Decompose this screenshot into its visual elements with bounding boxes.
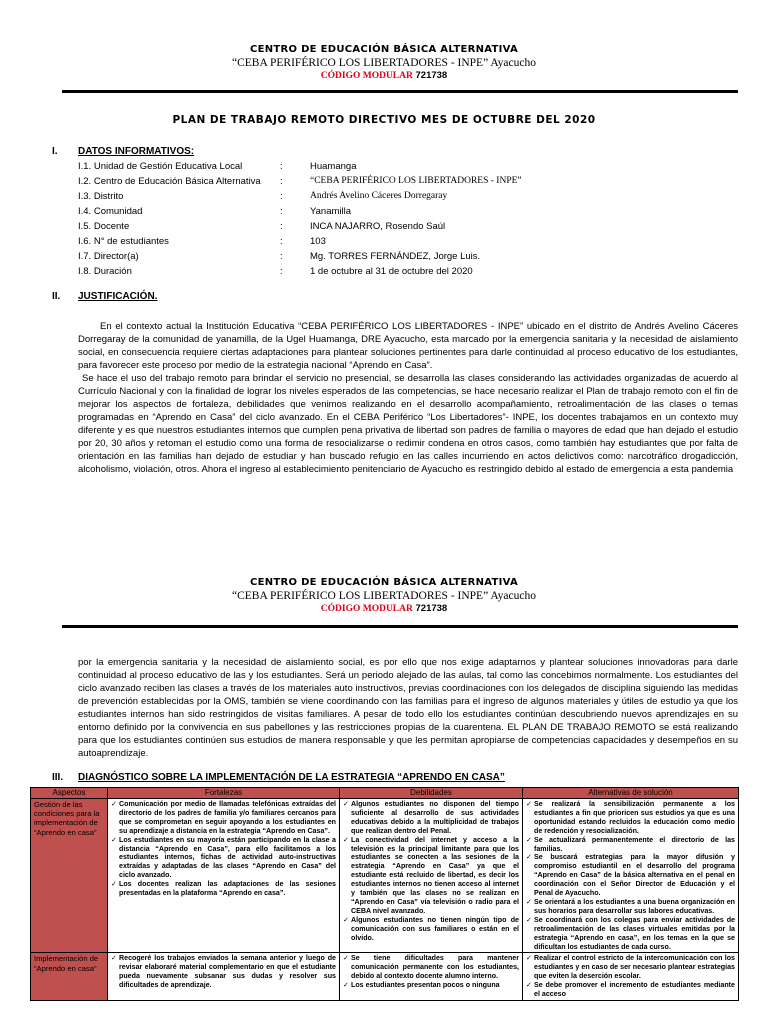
info-colon: : (280, 191, 283, 202)
info-row (78, 161, 738, 176)
info-label: I.6. N° de estudiantes (78, 236, 169, 247)
section-2-number: II. (52, 291, 61, 302)
header-subtitle: “CEBA PERIFÉRICO LOS LIBERTADORES - INPE” Ayacucho (232, 590, 536, 602)
list-item: ✓ Se tiene dificultades para mantener comunicación permanente con los estudiantes, debido al contexto docente alumno interno. (343, 954, 519, 981)
list-item: ✓ Se debe promover el incremento de estudiantes mediante el acceso (526, 981, 735, 999)
aspect-cell: Gestión de las condiciones para la implementación de “Aprendo en casa” (31, 799, 108, 953)
info-label: I.8. Duración (78, 266, 132, 277)
fortalezas-cell (108, 953, 340, 1001)
info-row (78, 176, 738, 191)
list-item: ✓ Los docentes realizan las adaptaciones de las sesiones presentadas en la plataforma “Aprendo en casa”. (111, 880, 336, 898)
info-row (78, 206, 738, 221)
header-code (0, 603, 768, 614)
info-colon: : (280, 251, 283, 262)
section-3-title: DIAGNÓSTICO SOBRE LA IMPLEMENTACIÓN DE LA ESTRATEGIA “APRENDO EN CASA” (78, 772, 505, 783)
section-3-number: III. (52, 772, 64, 783)
info-label: I.2. Centro de Educación Básica Alternativa (78, 176, 261, 187)
list-item: ✓ Algunos estudiantes no tienen ningún tipo de comunicación con sus familiares o están en el olvido. (343, 916, 519, 943)
info-row (78, 191, 738, 206)
info-label: I.4. Comunidad (78, 206, 143, 217)
info-colon: : (280, 266, 283, 277)
alternativas-cell (523, 953, 739, 1001)
list-item: ✓ La conectividad del internet y acceso a la televisión es la principal limitante para que los estudiantes se conecten a las sesiones de la estrategia “Aprendo en Casa” ya que el estudiante está recluido de libertad, es decir los estudiantes internos no tienen acceso al internet y también que las clases no se realizan en “Aprendo en Casa” vía televisión o radio para el CEBA nivel avanzado. (343, 836, 519, 916)
list-item: ✓ Recogeré los trabajos enviados la semana anterior y luego de revisar elaboraré material complementario en que el estudiante pueda nuevamente subsanar sus dudas y resolver sus dificultades de aprendizaje. (111, 954, 336, 990)
header-subtitle: “CEBA PERIFÉRICO LOS LIBERTADORES - INPE” Ayacucho (232, 57, 536, 69)
info-label: I.1. Unidad de Gestión Educativa Local (78, 161, 243, 172)
code-label: CÓDIGO MODULAR (320, 604, 413, 614)
info-label: I.3. Distrito (78, 191, 124, 202)
info-row (78, 221, 738, 236)
list-item: ✓ Se actualizará permanentemente el directorio de las familias. (526, 836, 735, 854)
info-row (78, 251, 738, 266)
header-rule-1 (62, 90, 738, 93)
debilidades-cell (340, 799, 523, 953)
info-list (78, 161, 738, 281)
justification-paragraph-1: En el contexto actual la Institución Educativa “CEBA PERIFÉRICO LOS LIBERTADORES - INPE” ubicado en el distrito de Andrés Avelino Cáceres Dorregaray de la comunidad de yanamilla, de la Ugel Huamanga, DRE Ayacucho, esta marcado por la emergencia sanitaria y la necesidad de aislamiento social, en consecuencia requiere ciertas adaptaciones para plantear soluciones pertinentes para darle continuidad al proceso educativo de los estudiantes, para favorecer este proceso por medio de la estrategia nacional “Aprendo en Casa”. (78, 321, 738, 371)
info-value: Yanamilla (310, 206, 352, 217)
list-item: ✓ Se coordinará con los colegas para enviar actividades de retroalimentación de las clases virtuales emitidas por la estrategia “Aprendo en casa”, en los temas en la que se dificultan los estudiantes de cada curso. (526, 916, 735, 952)
info-value: Huamanga (310, 161, 357, 172)
diagnosis-table (30, 787, 739, 1001)
section-3-heading (52, 772, 505, 783)
fortalezas-cell (108, 799, 340, 953)
info-colon: : (280, 176, 283, 187)
info-label: I.5. Docente (78, 221, 130, 232)
info-value: “CEBA PERIFÉRICO LOS LIBERTADORES - INPE” (310, 176, 522, 186)
col-header-alternativas: Alternativas de solución (523, 788, 739, 799)
list-item: ✓ Comunicación por medio de llamadas telefónicas extraídas del directorio de los padres de familia y/o familiares cercanos para que se comprometan en seguir apoyando a los estudiantes en su aprendizaje a distancia en la estrategia “Aprendo en Casa”. (111, 800, 336, 836)
table-header-row (31, 788, 739, 799)
info-row (78, 236, 738, 251)
page-header-1 (0, 44, 768, 81)
header-title: CENTRO DE EDUCACIÓN BÁSICA ALTERNATIVA (249, 577, 519, 588)
list-item: ✓ Se buscará estrategias para la mayor difusión y compromiso estudiantil en el desarrollo del programa “Aprendo en Casa” de la básica alternativa en el penal en coordinación con el Señor Director de Educación y el Penal de Ayacucho. (526, 853, 735, 898)
col-header-aspectos: Aspectos (31, 788, 108, 799)
document-title: PLAN DE TRABAJO REMOTO DIRECTIVO MES DE OCTUBRE DEL 2020 (172, 114, 596, 126)
list-item: ✓ Algunos estudiantes no disponen del tiempo suficiente al desarrollo de sus actividades educativas debido a la multiplicidad de trabajos que realizan dentro del Penal. (343, 800, 519, 836)
info-colon: : (280, 236, 283, 247)
code-value: 721738 (415, 603, 448, 614)
header-rule-2 (62, 625, 738, 628)
info-label: I.7. Director(a) (78, 251, 139, 262)
page-header-2 (0, 577, 768, 614)
info-value: 103 (310, 236, 326, 247)
col-header-debilidades: Debilidades (340, 788, 523, 799)
list-item: ✓ Se realizará la sensibilización permanente a los estudiantes a fin que prioricen sus estudios ya que es una oportunidad estando recluidos la educación como medio de redención y resocialización. (526, 800, 735, 836)
info-colon: : (280, 221, 283, 232)
section-1-title: DATOS INFORMATIVOS: (78, 146, 195, 157)
alternativas-cell (523, 799, 739, 953)
table-row (31, 799, 739, 953)
continuation-paragraph: por la emergencia sanitaria y la necesidad de aislamiento social, es por ello que nos exige adaptarnos y plantear soluciones innovadoras para darle continuidad al proceso educativo de las y los estudiantes. Será un periodo alejado de las aulas, tal como las concebimos normalmente. Los estudiantes del ciclo avanzado reciben las clases a través de los materiales auto instructivos, previas coordinaciones con los delegados de disciplina siguiendo las medidas de prevención establecidas por la OMS, también se viene coordinando con las familias para el ingreso de algunos materiales y útiles de estudio ya que los estudiantes internos han sido restringidos de visitas familiares. A pesar de todo ello los estudiantes continúan descubriendo nuevos aprendizajes en su entorno definido por la convivencia en sus pabellones y las restricciones propias de la cuarentena. EL PLAN DE TRABAJO REMOTO se está realizando para que los estudiantes continúen sus estudios de manera responsable y que les permitan apropiarse de competencias capacidades y desempeños en su autoaprendizaje. (78, 657, 738, 759)
section-2-heading (52, 291, 157, 302)
col-header-fortalezas: Fortalezas (108, 788, 340, 799)
list-item: ✓ Realizar el control estricto de la intercomunicación con los estudiantes y en caso de ser necesario plantear estrategias que eviten la deserción escolar. (526, 954, 735, 981)
info-value: INCA NAJARRO, Rosendo Saúl (310, 221, 446, 232)
header-code (0, 70, 768, 81)
info-row (78, 266, 738, 281)
info-colon: : (280, 161, 283, 172)
list-item: ✓ Los estudiantes en su mayoría están participando en la clase a distancia “Aprendo en Casa”, para ello facilitamos a los estudiantes internos, fichas de actividad auto-instructivas extraídas y adaptadas de las clases “Aprendo en Casa” del ciclo avanzado. (111, 836, 336, 881)
justification-paragraph-2: Se hace el uso del trabajo remoto para brindar el servicio no presencial, se desarrolla las clases considerando las actividades organizadas de acuerdo al Currículo Nacional y con la finalidad de lograr los niveles esperados de las competencias, se hace necesario realizar el Plan de trabajo remoto con el fin de mejorar los aspectos de fortaleza, debilidades que venimos realizando en el desarrollo acompañamiento, retroalimentación de las clases o temas programadas en “Aprendo en Casa” del ciclo avanzado. En el CEBA Periférico “Los Libertadores”- INPE, los docentes trabajamos en un contexto muy diferente y es que nuestros estudiantes internos que cumplen pena privativa de libertad son padres de familia o mayores de edad que han dejado el estudio por 20, 30 años y retoman el estudio como una forma de resocializarse o redimir condena en otros casos, como también hay estudiantes que por falta de orientación en las familias han dejado de estudiar y han buscado refugio en las calles incurriendo en actos delictivos como: narcotráfico drogadicción, alcoholismo, violación, otros. Ahora el ingreso al establecimiento penitenciario de Ayacucho es restringido debido al estado de emergencia a esta pandemia (78, 373, 738, 475)
info-value: 1 de octubre al 31 de octubre del 2020 (310, 266, 473, 277)
list-item: ✓ Se orientará a los estudiantes a una buena organización en sus horarios para desarrollar sus labores educativas. (526, 898, 735, 916)
aspect-cell: Implementación de “Aprendo en casa” (31, 953, 108, 1001)
header-title: CENTRO DE EDUCACIÓN BÁSICA ALTERNATIVA (249, 44, 519, 55)
continuation-text (78, 656, 738, 760)
debilidades-cell (340, 953, 523, 1001)
list-item: ✓ Los estudiantes presentan pocos o ninguna (343, 981, 519, 990)
table-row (31, 953, 739, 1001)
info-value: Mg. TORRES FERNÁNDEZ, Jorge Luis. (310, 251, 481, 262)
section-1-number: I. (52, 146, 58, 157)
code-value: 721738 (415, 70, 448, 81)
info-value: Andrés Avelino Cáceres Dorregaray (310, 191, 448, 201)
code-label: CÓDIGO MODULAR (320, 71, 413, 81)
section-2-title: JUSTIFICACIÓN. (78, 291, 158, 302)
section-1-heading (52, 146, 194, 157)
justification-text (78, 320, 738, 476)
info-colon: : (280, 206, 283, 217)
